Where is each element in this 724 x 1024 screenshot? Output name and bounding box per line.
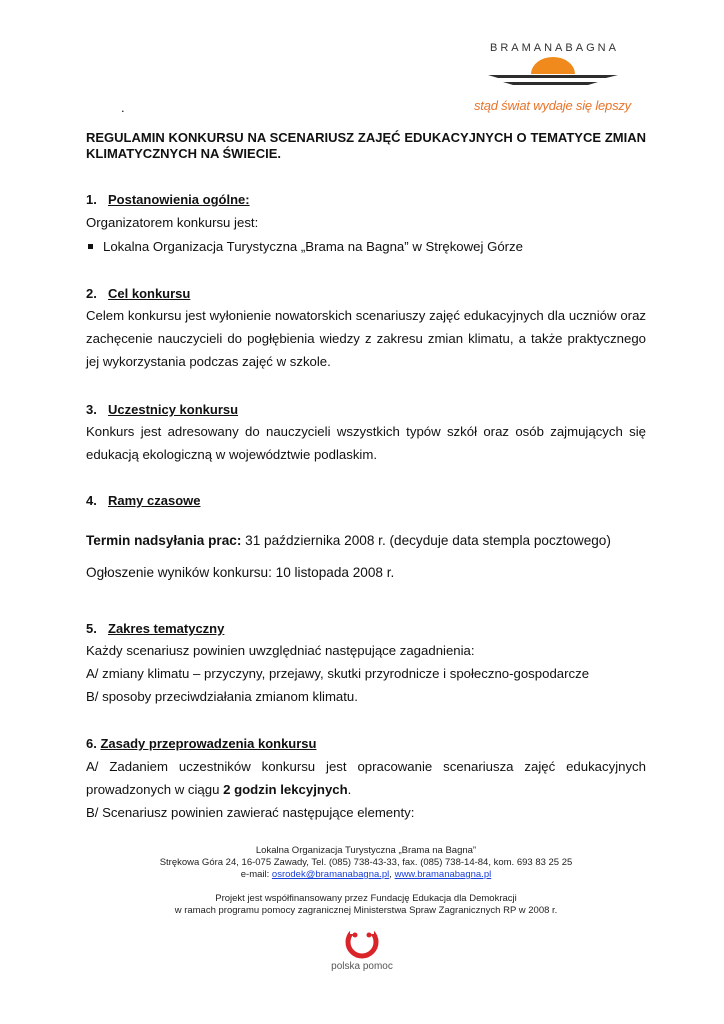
section-4-heading <box>86 493 201 508</box>
section-6-heading <box>86 736 316 751</box>
section-6-title: Zasady przeprowadzenia konkursu <box>100 736 317 751</box>
footer-website-link[interactable]: www.bramanabagna.pl <box>394 869 492 880</box>
deadline-value: 31 października 2008 r. (decyduje data stempla pocztowego) <box>241 533 611 548</box>
section-6-number: 6. <box>86 736 97 751</box>
section-5-item-b: B/ sposoby przeciwdziałania zmianom klimatu. <box>86 689 358 704</box>
brand-name: BRAMANABAGNA <box>490 42 619 54</box>
footer-org: Lokalna Organizacja Turystyczna „Brama na Bagna” <box>255 845 477 856</box>
section-3-heading <box>86 402 238 417</box>
polska-pomoc-logo-icon <box>342 924 382 960</box>
polska-pomoc-logo-text: polska pomoc <box>331 961 393 972</box>
section-5-number: 5. <box>86 621 97 636</box>
footer-contact <box>86 869 646 881</box>
footer-project-line-2: w ramach programu pomocy zagranicznej Ministerstwa Spraw Zagranicznych RP w 2008 r. <box>174 905 558 916</box>
section-2-title: Cel konkursu <box>108 286 191 301</box>
section-6-item-b: B/ Scenariusz powinien zawierać następujące elementy: <box>86 805 415 820</box>
section-2-number: 2. <box>86 286 97 301</box>
footer-project-line-1: Projekt jest współfinansowany przez Fundację Edukacja dla Demokracji <box>215 893 517 904</box>
section-1-title: Postanowienia ogólne: <box>108 192 250 207</box>
section-1-intro: Organizatorem konkursu jest: <box>86 215 259 230</box>
footer-email-label: e-mail: <box>240 869 272 880</box>
section-4-number: 4. <box>86 493 97 508</box>
deadline-line <box>86 529 646 552</box>
section-1-number: 1. <box>86 192 97 207</box>
section-6-item-a <box>86 755 646 801</box>
stray-dot: . <box>121 100 125 115</box>
section-5-intro: Każdy scenariusz powinien uwzględniać następujące zagadnienia: <box>86 643 475 658</box>
footer-separator: , <box>389 869 395 880</box>
deadline-label: Termin nadsyłania prac: <box>86 533 242 548</box>
section-2-heading <box>86 286 190 301</box>
section-6-item-a-text: A/ Zadaniem uczestników konkursu jest opracowanie scenariusza zajęć edukacyjnych prowadzonych w ciągu <box>86 759 646 797</box>
section-3-title: Uczestnicy konkursu <box>108 402 239 417</box>
section-2-text: Celem konkursu jest wyłonienie nowatorskich scenariuszy zajęć edukacyjnych dla uczniów oraz zachęcenie nauczycieli do pogłębienia wiedzy z zakresu zmian klimatu, a także praktycznego jej wykorzystania podczas zajęć w szkole. <box>86 308 646 369</box>
section-6-item-a-bold: 2 godzin lekcyjnych <box>223 782 348 797</box>
section-5-item-a: A/ zmiany klimatu – przyczyny, przejawy, skutki przyrodnicze i społeczno-gospodarcze <box>86 666 590 681</box>
section-1-heading <box>86 192 250 207</box>
section-3-text: Konkurs jest adresowany do nauczycieli wszystkich typów szkół oraz osób zajmujących się edukacją ekologiczną w województwie podlaskim. <box>86 424 646 462</box>
square-bullet-icon <box>88 244 93 249</box>
footer-address: Strękowa Góra 24, 16-075 Zawady, Tel. (085) 738-43-33, fax. (085) 738-14-84, kom. 693 83 25 25 <box>159 857 573 868</box>
section-5-title: Zakres tematyczny <box>108 621 225 636</box>
section-3-number: 3. <box>86 402 97 417</box>
section-5-heading <box>86 621 224 636</box>
section-1-bullet-item <box>86 239 523 254</box>
footer-email-link[interactable]: osrodek@bramanabagna.pl <box>271 869 390 880</box>
document-title: REGULAMIN KONKURSU NA SCENARIUSZ ZAJĘĆ EDUKACYJNYCH O TEMATYCE ZMIAN KLIMATYCZNYCH NA ŚWIECIE. <box>86 130 646 161</box>
results-line: Ogłoszenie wyników konkursu: 10 listopada 2008 r. <box>86 565 395 580</box>
section-6-item-a-end: . <box>347 782 352 797</box>
section-4-title: Ramy czasowe <box>108 493 201 508</box>
brand-tagline: stąd świat wydaje się lepszy <box>474 98 631 113</box>
brama-na-bagna-logo-graphic <box>478 56 638 96</box>
section-1-bullet-text: Lokalna Organizacja Turystyczna „Brama na Bagna” w Strękowej Górze <box>103 239 523 254</box>
